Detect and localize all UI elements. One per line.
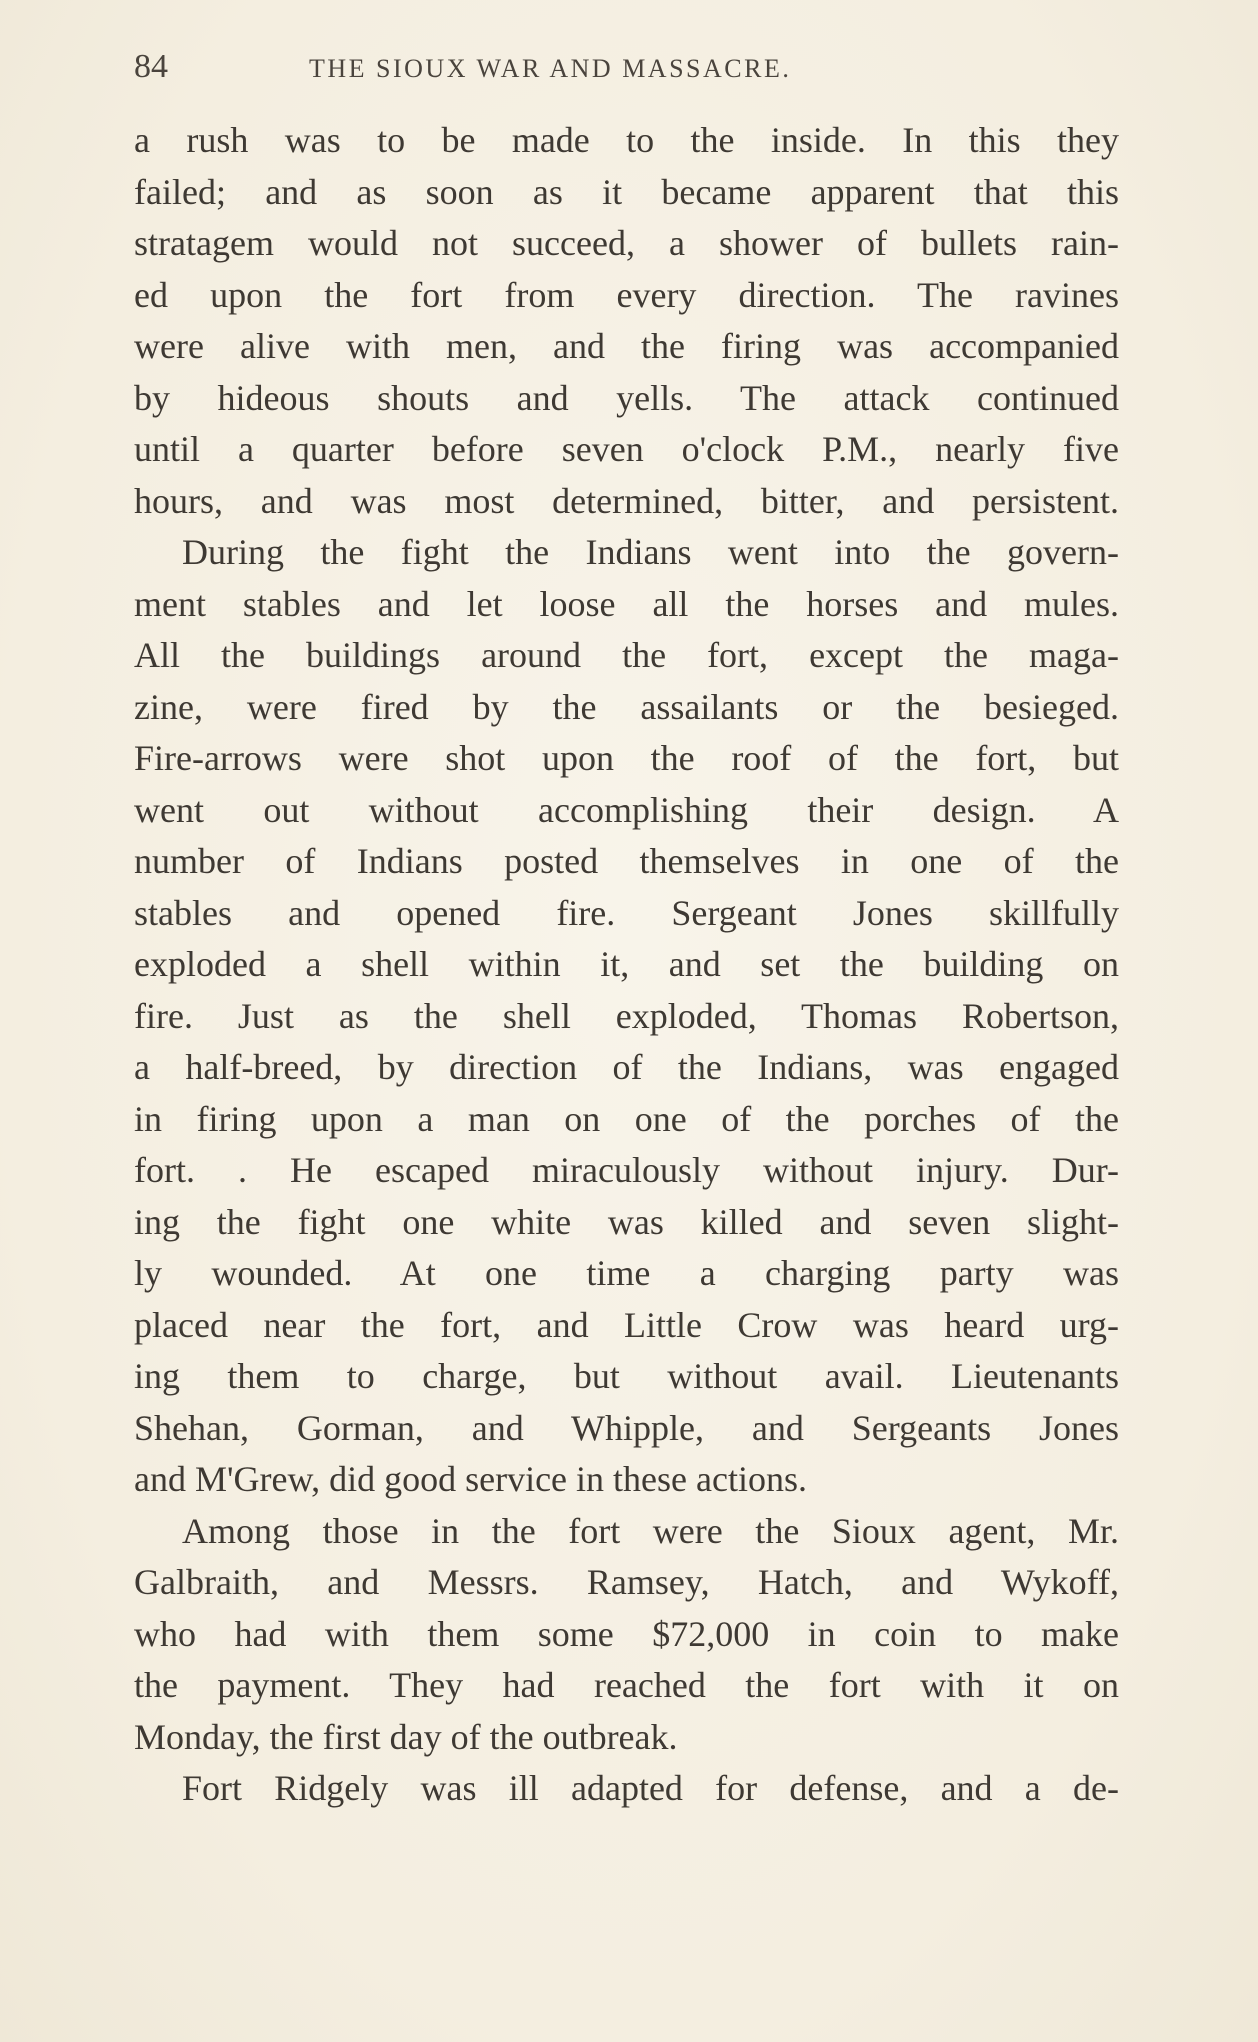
text-line: stratagem would not succeed, a shower of bullets rain- xyxy=(134,223,1119,263)
text-line: ed upon the fort from every direction. The ravines xyxy=(134,274,1119,315)
text-line: Monday, the first day of the outbreak. xyxy=(134,1716,678,1757)
text-line: Fort Ridgely was ill adapted for defense, and a de- xyxy=(182,1768,1119,1808)
text-line: Among those in the fort were the Sioux agent, Mr. xyxy=(182,1510,1119,1551)
text-line: who had with them some $72,000 in coin to make xyxy=(134,1613,1119,1654)
text-line: ing them to charge, but without avail. Lieutenants xyxy=(134,1356,1119,1396)
text-line: During the fight the Indians went into the govern- xyxy=(182,532,1119,572)
text-line: ing the fight one white was killed and seven slight- xyxy=(134,1201,1119,1242)
text-line: Galbraith, and Messrs. Ramsey, Hatch, and Wykoff, xyxy=(134,1562,1119,1602)
text-line: fire. Just as the shell exploded, Thomas Robertson, xyxy=(134,995,1119,1036)
text-line: ment stables and let loose all the horses and mules. xyxy=(134,583,1119,624)
body-text xyxy=(134,115,1119,1815)
text-line: were alive with men, and the firing was accompanied xyxy=(134,326,1119,366)
text-line: fort. . He escaped miraculously without injury. Dur- xyxy=(134,1150,1119,1190)
text-line: Shehan, Gorman, and Whipple, and Sergeants Jones xyxy=(134,1407,1119,1448)
text-line: by hideous shouts and yells. The attack continued xyxy=(134,377,1119,418)
text-line: a half-breed, by direction of the Indians, was engaged xyxy=(134,1047,1119,1087)
running-title: THE SIOUX WAR AND MASSACRE. xyxy=(309,54,792,83)
text-line: until a quarter before seven o'clock P.M., nearly five xyxy=(134,429,1119,469)
text-line: went out without accomplishing their design. A xyxy=(134,789,1119,830)
text-line: a rush was to be made to the inside. In this they xyxy=(134,120,1119,160)
page-header xyxy=(134,48,1094,92)
text-line: placed near the fort, and Little Crow was heard urg- xyxy=(134,1304,1119,1345)
text-line: exploded a shell within it, and set the building on xyxy=(134,944,1119,984)
text-line: failed; and as soon as it became apparent that this xyxy=(134,171,1119,212)
text-line: ly wounded. At one time a charging party was xyxy=(134,1253,1119,1293)
text-line: Fire-arrows were shot upon the roof of the fort, but xyxy=(134,738,1119,778)
page-number: 84 xyxy=(134,48,168,85)
text-line: the payment. They had reached the fort with it on xyxy=(134,1665,1119,1705)
text-line: stables and opened fire. Sergeant Jones skillfully xyxy=(134,892,1119,933)
text-line: zine, were fired by the assailants or the besieged. xyxy=(134,686,1119,727)
text-line: number of Indians posted themselves in one of the xyxy=(134,841,1119,881)
text-line: hours, and was most determined, bitter, and persistent. xyxy=(134,480,1119,521)
text-line: in firing upon a man on one of the porches of the xyxy=(134,1098,1119,1139)
text-line: All the buildings around the fort, except the maga- xyxy=(134,635,1119,675)
text-line: and M'Grew, did good service in these actions. xyxy=(134,1459,807,1499)
